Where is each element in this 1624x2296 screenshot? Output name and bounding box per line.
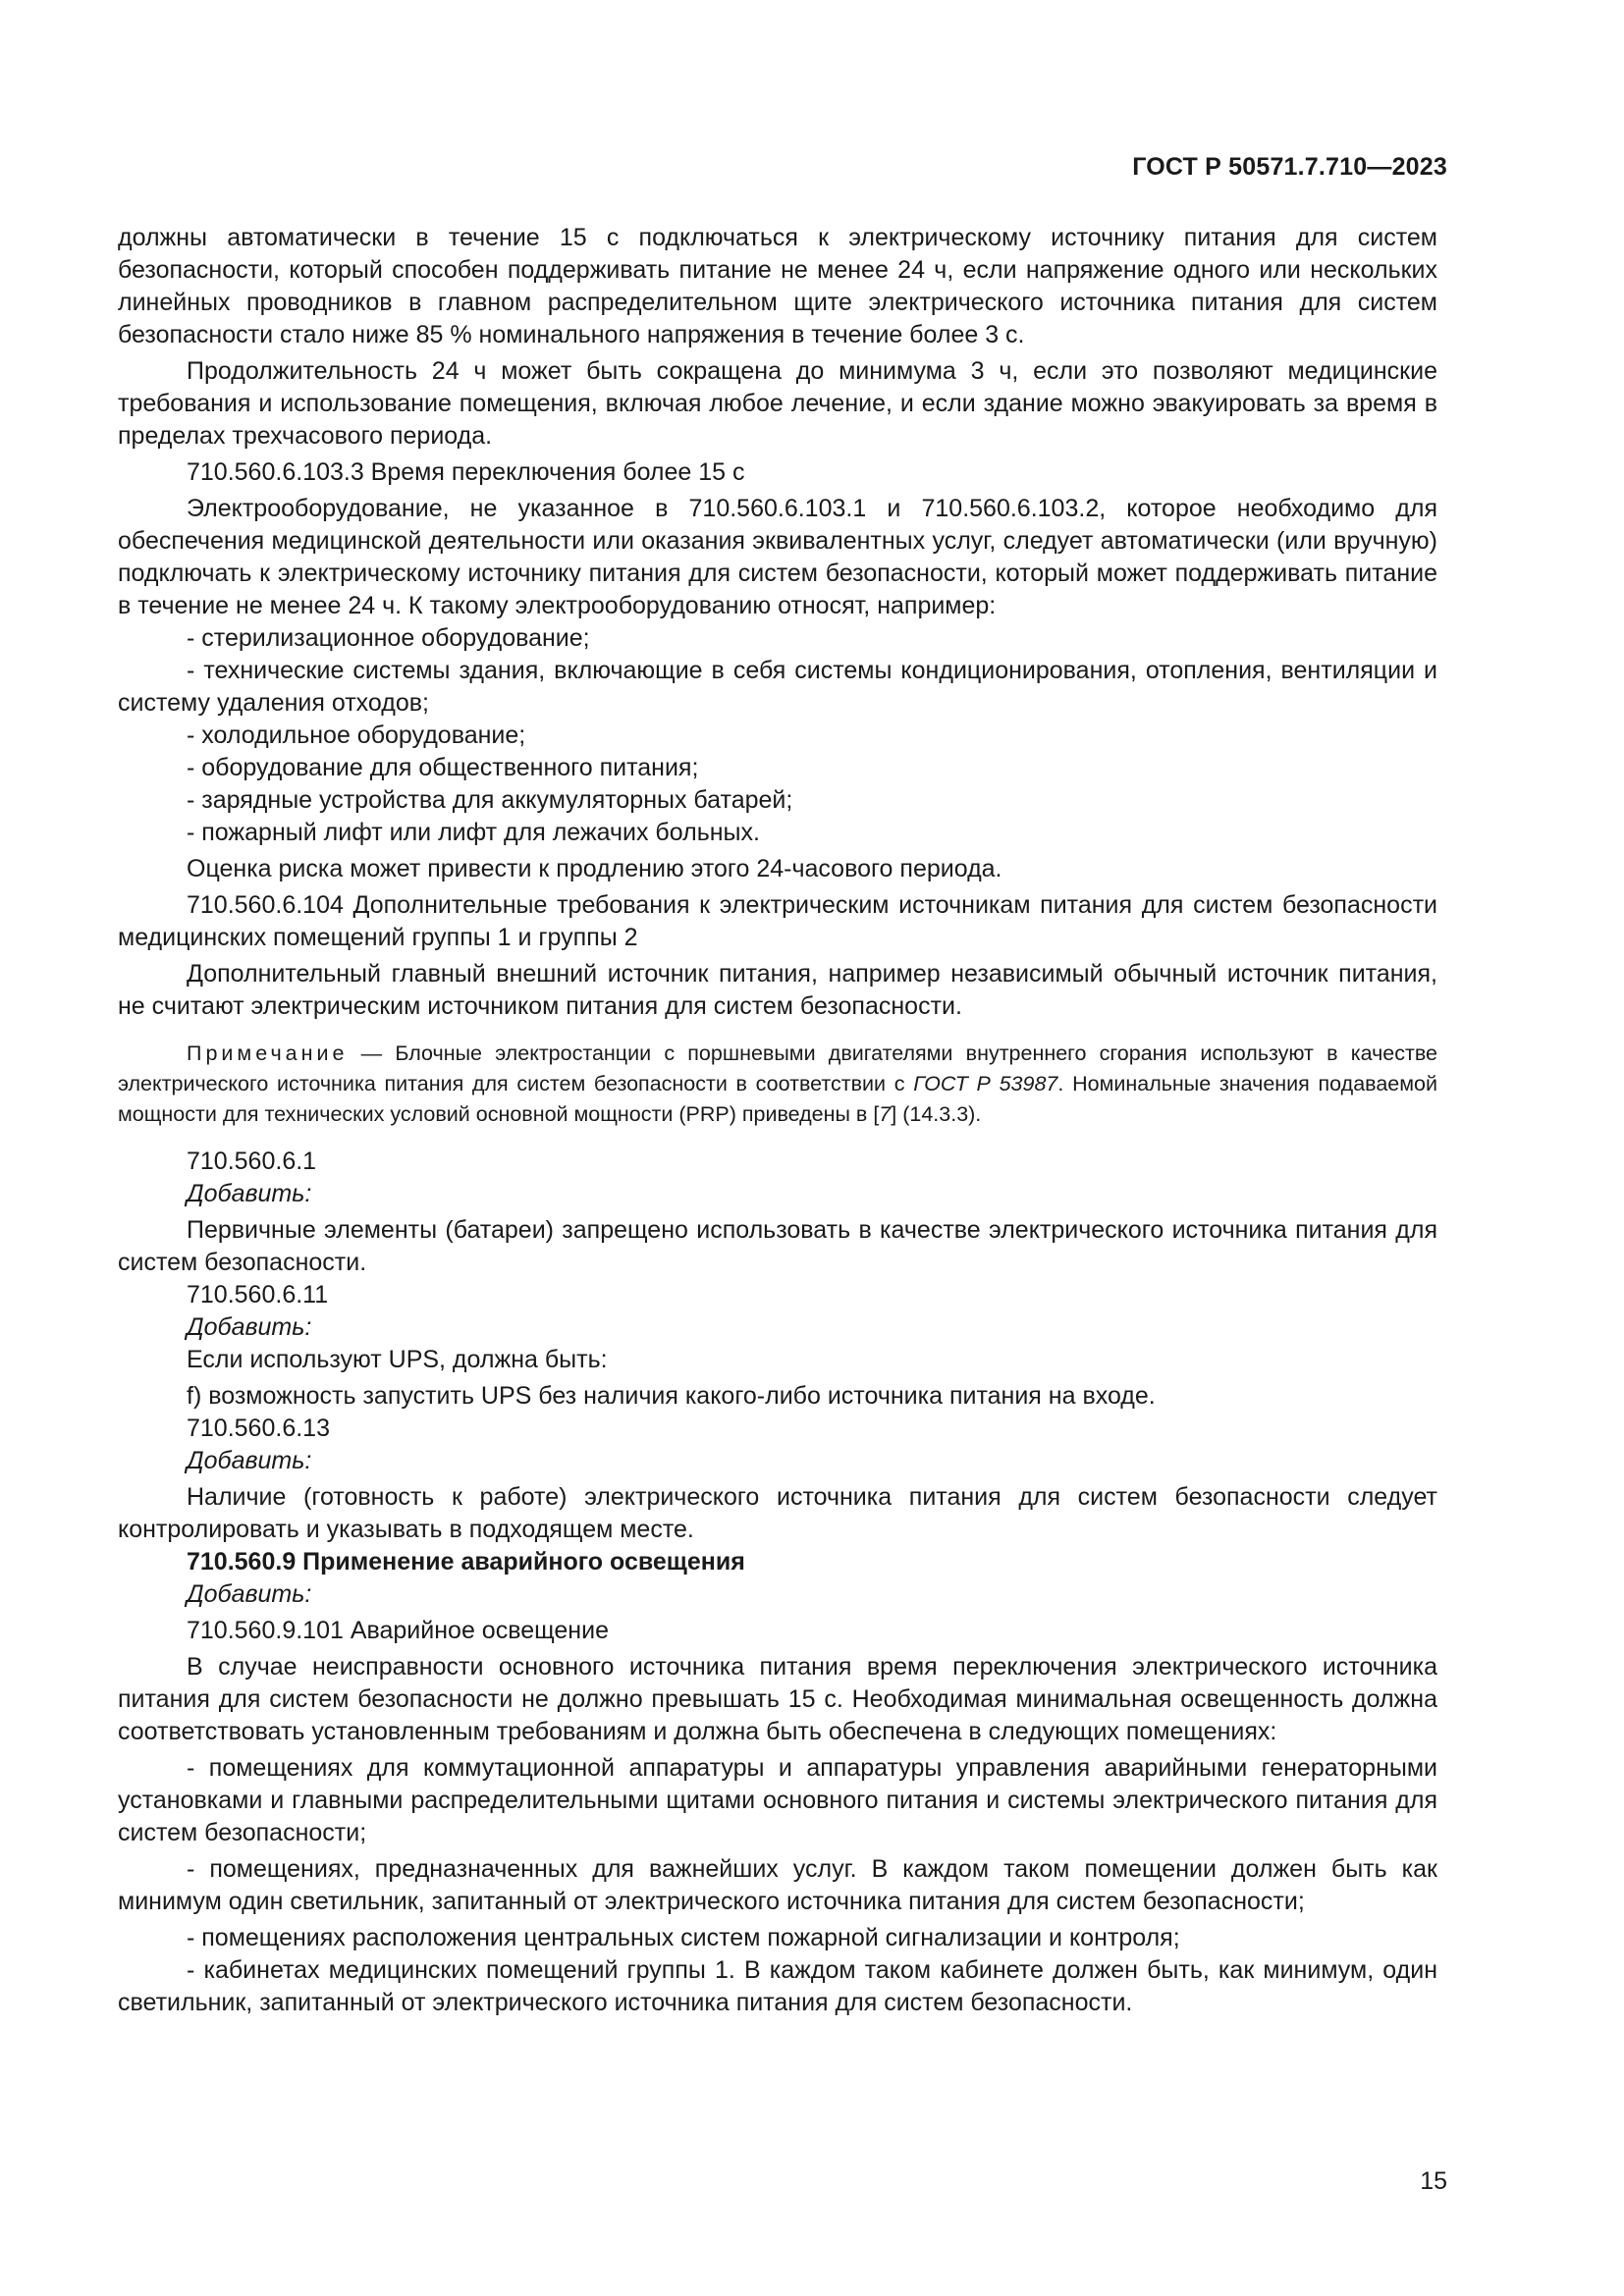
note-standard-ref: ГОСТ Р 53987 (913, 1072, 1058, 1095)
list-item: - помещениях, предназначенных для важнейших услуг. В каждом таком помещении должен быть как минимум один светильник, запитанный от электрического источника питания для систем безопасности; (118, 1855, 1437, 1915)
list-item: - кабинетах медицинских помещений группы 1. В каждом таком кабинете должен быть, как минимум, один светильник, запитанный от электрического источника питания для систем безопасности. (118, 1956, 1437, 2016)
clause-number: 710.560.6.11 (187, 1281, 329, 1308)
add-label: Добавить: (187, 1580, 312, 1608)
list-item: - зарядные устройства для аккумуляторных батарей; (187, 786, 793, 814)
add-label: Добавить: (187, 1180, 312, 1207)
paragraph: Если используют UPS, должна быть: (187, 1346, 608, 1373)
section-heading: 710.560.6.104 Дополнительные требования к электрическим источникам питания для систем безопасности медицинских помещений группы 1 и группы 2 (118, 891, 1437, 951)
document-body (118, 222, 1437, 2019)
list-item: - технические системы здания, включающие в себя системы кондиционирования, отопления, вентиляции и систему удаления отходов; (118, 657, 1437, 717)
section-heading: 710.560.6.103.3 Время переключения более 15 с (187, 458, 745, 486)
section-title: 710.560.9 Применение аварийного освещения (187, 1548, 745, 1575)
note-bib-ref: 7 (879, 1102, 892, 1126)
list-item: f) возможность запустить UPS без наличия какого-либо источника питания на входе. (187, 1382, 1156, 1410)
paragraph: Оценка риска может привести к продлению этого 24-часового периода. (187, 855, 1002, 882)
list-item: - стерилизационное оборудование; (187, 624, 590, 652)
page-number: 15 (1420, 2167, 1447, 2195)
note-text-1: — Блочные электростанции с поршневыми двигателями внутреннего сгорания используют в качестве электрического источника питания для систем безопасности в соответствии с (118, 1041, 1437, 1095)
clause-number: 710.560.6.1 (187, 1148, 317, 1175)
paragraph: В случае неисправности основного источника питания время переключения электрического источника питания для систем безопасности не должно превышать 15 с. Необходимая минимальная освещенность должна соответствовать установленным требованиям и должна быть обеспечена в следующих помещениях: (118, 1653, 1437, 1745)
note-text-3: ] (14.3.3). (891, 1102, 982, 1126)
list-item: - помещениях для коммутационной аппаратуры и аппаратуры управления аварийными генераторными установками и главными распределительными щитами основного питания и системы электрического питания для систем безопасности; (118, 1754, 1437, 1846)
add-label: Добавить: (187, 1313, 312, 1341)
list-item: - оборудование для общественного питания; (187, 754, 699, 781)
paragraph: Электрооборудование, не указанное в 710.560.6.103.1 и 710.560.6.103.2, которое необходимо для обеспечения медицинской деятельности или оказания эквивалентных услуг, следует автоматически (или вручную) подключать к электрическому источнику питания для систем безопасности, который может поддерживать питание в течение не менее 24 ч. К такому электрооборудованию относят, например: (118, 495, 1437, 619)
section-heading: 710.560.9.101 Аварийное освещение (187, 1617, 609, 1644)
paragraph: Дополнительный главный внешний источник питания, например независимый обычный источник питания, не считают электрическим источником питания для систем безопасности. (118, 960, 1437, 1020)
paragraph: должны автоматически в течение 15 с подключаться к электрическому источнику питания для систем безопасности, который способен поддерживать питание не менее 24 ч, если напряжение одного или нескольких линейных проводников в главном распределительном щите электрического источника питания для систем безопасности стало ниже 85 % номинального напряжения в течение более 3 с. (118, 224, 1437, 348)
note (118, 1039, 1437, 1130)
note-label: Примечание (187, 1041, 349, 1065)
list-item: - пожарный лифт или лифт для лежачих больных. (187, 819, 760, 846)
note-text-2: . Номинальные значения подаваемой мощности для технических условий основной мощности (PRP) приведены в [ (118, 1072, 1438, 1126)
add-label: Добавить: (187, 1447, 312, 1474)
list-item: - помещениях расположения центральных систем пожарной сигнализации и контроля; (187, 1924, 1180, 1951)
clause-number: 710.560.6.13 (187, 1415, 330, 1442)
document-header: ГОСТ Р 50571.7.710—2023 (1132, 153, 1447, 181)
paragraph: Наличие (готовность к работе) электрического источника питания для систем безопасности следует контролировать и указывать в подходящем месте. (118, 1483, 1437, 1543)
paragraph: Продолжительность 24 ч может быть сокращена до минимума 3 ч, если это позволяют медицинские требования и использование помещения, включая любое лечение, и если здание можно эвакуировать за время в пределах трехчасового периода. (118, 357, 1437, 450)
list-item: - холодильное оборудование; (187, 721, 526, 749)
paragraph: Первичные элементы (батареи) запрещено использовать в качестве электрического источника питания для систем безопасности. (118, 1216, 1437, 1276)
